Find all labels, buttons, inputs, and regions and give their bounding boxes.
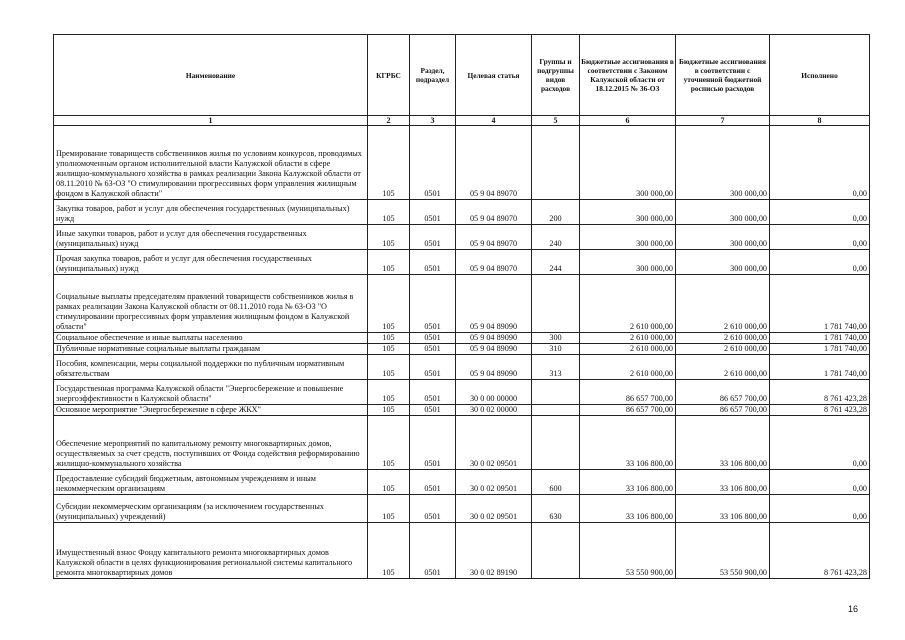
row-target: 30 0 02 89190 — [456, 523, 532, 579]
row-refined-amount: 2 610 000,00 — [676, 333, 770, 344]
row-law-amount: 2 610 000,00 — [580, 355, 676, 380]
row-kgrbs: 105 — [368, 344, 410, 355]
row-kgrbs: 105 — [368, 470, 410, 495]
row-done-amount: 0,00 — [770, 250, 870, 275]
table-row — [54, 250, 870, 275]
row-done-amount: 0,00 — [770, 225, 870, 250]
row-name: Основное мероприятие "Энергосбережение в сфере ЖКХ" — [54, 405, 368, 416]
row-target: 05 9 04 89070 — [456, 250, 532, 275]
row-group: 310 — [532, 344, 580, 355]
row-name: Социальное обеспечение и иные выплаты населению — [54, 333, 368, 344]
table-row — [54, 225, 870, 250]
row-group — [532, 405, 580, 416]
row-target: 05 9 04 89070 — [456, 200, 532, 225]
row-name: Обеспечение мероприятий по капитальному ремонту многоквартирных домов, осуществляемых за счет средств, поступивших от Фонда содействия реформированию жилищно-коммунального хозяйства — [54, 416, 368, 470]
row-group — [532, 126, 580, 200]
row-target: 05 9 04 89090 — [456, 275, 532, 333]
row-kgrbs: 105 — [368, 380, 410, 405]
header-done: Исполнено — [770, 35, 870, 116]
header-row — [54, 35, 870, 116]
row-group: 300 — [532, 333, 580, 344]
row-refined-amount: 86 657 700,00 — [676, 405, 770, 416]
row-law-amount: 86 657 700,00 — [580, 405, 676, 416]
row-name: Пособия, компенсации, меры социальной поддержки по публичным нормативным обязательствам — [54, 355, 368, 380]
row-law-amount: 300 000,00 — [580, 225, 676, 250]
row-done-amount: 0,00 — [770, 126, 870, 200]
table-row — [54, 470, 870, 495]
table-row — [54, 523, 870, 579]
row-refined-amount: 86 657 700,00 — [676, 380, 770, 405]
row-target: 05 9 04 89070 — [456, 225, 532, 250]
row-name: Прочая закупка товаров, работ и услуг для обеспечения государственных (муниципальных) нужд — [54, 250, 368, 275]
table-row — [54, 416, 870, 470]
row-law-amount: 300 000,00 — [580, 200, 676, 225]
row-razdel: 0501 — [410, 275, 456, 333]
row-done-amount: 8 761 423,28 — [770, 523, 870, 579]
row-kgrbs: 105 — [368, 523, 410, 579]
row-group: 630 — [532, 495, 580, 523]
column-number: 4 — [456, 116, 532, 126]
budget-table — [53, 34, 870, 579]
row-done-amount: 8 761 423,28 — [770, 405, 870, 416]
row-razdel: 0501 — [410, 523, 456, 579]
column-number: 7 — [676, 116, 770, 126]
header-target: Целевая статья — [456, 35, 532, 116]
row-target: 30 0 00 00000 — [456, 380, 532, 405]
column-number: 3 — [410, 116, 456, 126]
table-row — [54, 405, 870, 416]
row-refined-amount: 300 000,00 — [676, 225, 770, 250]
row-razdel: 0501 — [410, 200, 456, 225]
column-number: 1 — [54, 116, 368, 126]
row-name: Имущественный взнос Фонду капитального ремонта многоквартирных домов Калужской области в целях функционирования региональной системы капитального ремонта многоквартирных домов — [54, 523, 368, 579]
header-name: Наименование — [54, 35, 368, 116]
row-refined-amount: 300 000,00 — [676, 250, 770, 275]
row-target: 30 0 02 09501 — [456, 470, 532, 495]
table-row — [54, 380, 870, 405]
row-kgrbs: 105 — [368, 200, 410, 225]
row-name: Иные закупки товаров, работ и услуг для обеспечения государственных (муниципальных) нужд — [54, 225, 368, 250]
row-refined-amount: 2 610 000,00 — [676, 344, 770, 355]
header-law: Бюджетные ассигнования в соответствии с Законом Калужской области от 18.12.2015 № 36-ОЗ — [580, 35, 676, 116]
row-group: 244 — [532, 250, 580, 275]
row-law-amount: 2 610 000,00 — [580, 344, 676, 355]
row-done-amount: 0,00 — [770, 200, 870, 225]
row-law-amount: 33 106 800,00 — [580, 495, 676, 523]
row-razdel: 0501 — [410, 126, 456, 200]
row-target: 05 9 04 89090 — [456, 344, 532, 355]
column-number: 2 — [368, 116, 410, 126]
table-row — [54, 126, 870, 200]
column-number: 6 — [580, 116, 676, 126]
row-razdel: 0501 — [410, 416, 456, 470]
row-target: 05 9 04 89090 — [456, 355, 532, 380]
row-target: 30 0 02 09501 — [456, 495, 532, 523]
row-kgrbs: 105 — [368, 126, 410, 200]
row-law-amount: 300 000,00 — [580, 250, 676, 275]
header-refined: Бюджетные ассигнования в соответствии с уточненной бюджетной росписью расходов — [676, 35, 770, 116]
row-razdel: 0501 — [410, 470, 456, 495]
row-name: Предоставление субсидий бюджетным, автономным учреждениям и иным некоммерческим организациям — [54, 470, 368, 495]
row-kgrbs: 105 — [368, 355, 410, 380]
row-name: Публичные нормативные социальные выплаты гражданам — [54, 344, 368, 355]
table-row — [54, 333, 870, 344]
row-razdel: 0501 — [410, 333, 456, 344]
row-refined-amount: 33 106 800,00 — [676, 416, 770, 470]
row-razdel: 0501 — [410, 225, 456, 250]
column-number: 5 — [532, 116, 580, 126]
table-row — [54, 275, 870, 333]
row-done-amount: 0,00 — [770, 416, 870, 470]
row-razdel: 0501 — [410, 405, 456, 416]
table-row — [54, 200, 870, 225]
row-refined-amount: 33 106 800,00 — [676, 495, 770, 523]
row-name: Закупка товаров, работ и услуг для обеспечения государственных (муниципальных) нужд — [54, 200, 368, 225]
row-group: 600 — [532, 470, 580, 495]
row-group — [532, 416, 580, 470]
row-razdel: 0501 — [410, 495, 456, 523]
row-kgrbs: 105 — [368, 416, 410, 470]
row-group: 200 — [532, 200, 580, 225]
row-group — [532, 275, 580, 333]
row-razdel: 0501 — [410, 355, 456, 380]
column-numbers-row — [54, 116, 870, 126]
row-law-amount: 33 106 800,00 — [580, 416, 676, 470]
table-row — [54, 344, 870, 355]
row-done-amount: 1 781 740,00 — [770, 333, 870, 344]
row-done-amount: 1 781 740,00 — [770, 355, 870, 380]
table-row — [54, 495, 870, 523]
header-razdel: Раздел, подраздел — [410, 35, 456, 116]
row-name: Государственная программа Калужской области "Энергосбережение и повышение энергоэффективности в Калужской области" — [54, 380, 368, 405]
row-law-amount: 2 610 000,00 — [580, 333, 676, 344]
row-refined-amount: 33 106 800,00 — [676, 470, 770, 495]
row-kgrbs: 105 — [368, 333, 410, 344]
row-law-amount: 86 657 700,00 — [580, 380, 676, 405]
row-kgrbs: 105 — [368, 225, 410, 250]
row-law-amount: 300 000,00 — [580, 126, 676, 200]
row-done-amount: 0,00 — [770, 470, 870, 495]
row-name: Социальные выплаты председателям правлений товариществ собственников жилья в рамках реализации Закона Калужской области от 08.11.2010 года № 63-ОЗ "О стимулировании прогрессивных форм управления жилищным фондом в Калужской области" — [54, 275, 368, 333]
row-razdel: 0501 — [410, 344, 456, 355]
row-law-amount: 2 610 000,00 — [580, 275, 676, 333]
row-kgrbs: 105 — [368, 405, 410, 416]
column-number: 8 — [770, 116, 870, 126]
header-groups: Группы и подгруппы видов расходов — [532, 35, 580, 116]
row-kgrbs: 105 — [368, 250, 410, 275]
row-done-amount: 1 781 740,00 — [770, 275, 870, 333]
page-number: 16 — [848, 604, 859, 614]
row-target: 05 9 04 89070 — [456, 126, 532, 200]
row-kgrbs: 105 — [368, 495, 410, 523]
row-kgrbs: 105 — [368, 275, 410, 333]
row-refined-amount: 2 610 000,00 — [676, 355, 770, 380]
row-group: 313 — [532, 355, 580, 380]
row-name: Субсидии некоммерческим организациям (за исключением государственных (муниципальных) учреждений) — [54, 495, 368, 523]
row-law-amount: 53 550 900,00 — [580, 523, 676, 579]
row-law-amount: 33 106 800,00 — [580, 470, 676, 495]
row-target: 30 0 02 09501 — [456, 416, 532, 470]
row-razdel: 0501 — [410, 380, 456, 405]
row-target: 30 0 02 00000 — [456, 405, 532, 416]
row-razdel: 0501 — [410, 250, 456, 275]
row-refined-amount: 2 610 000,00 — [676, 275, 770, 333]
row-group — [532, 523, 580, 579]
row-done-amount: 1 781 740,00 — [770, 344, 870, 355]
row-target: 05 9 04 89090 — [456, 333, 532, 344]
row-refined-amount: 300 000,00 — [676, 200, 770, 225]
header-kgrbs: КГРБС — [368, 35, 410, 116]
row-refined-amount: 300 000,00 — [676, 126, 770, 200]
row-done-amount: 8 761 423,28 — [770, 380, 870, 405]
row-name: Премирование товариществ собственников жилья по условиям конкурсов, проводимых уполномоченным органом исполнительной власти Калужской области в сфере жилищно-коммунального хозяйства в рамках реализации Закона Калужской области от 08.11.2010 № 63-ОЗ "О стимулировании прогрессивных форм управления жилищным фондом в Калужской области" — [54, 126, 368, 200]
row-group — [532, 380, 580, 405]
row-done-amount: 0,00 — [770, 495, 870, 523]
row-refined-amount: 53 550 900,00 — [676, 523, 770, 579]
row-group: 240 — [532, 225, 580, 250]
table-row — [54, 355, 870, 380]
